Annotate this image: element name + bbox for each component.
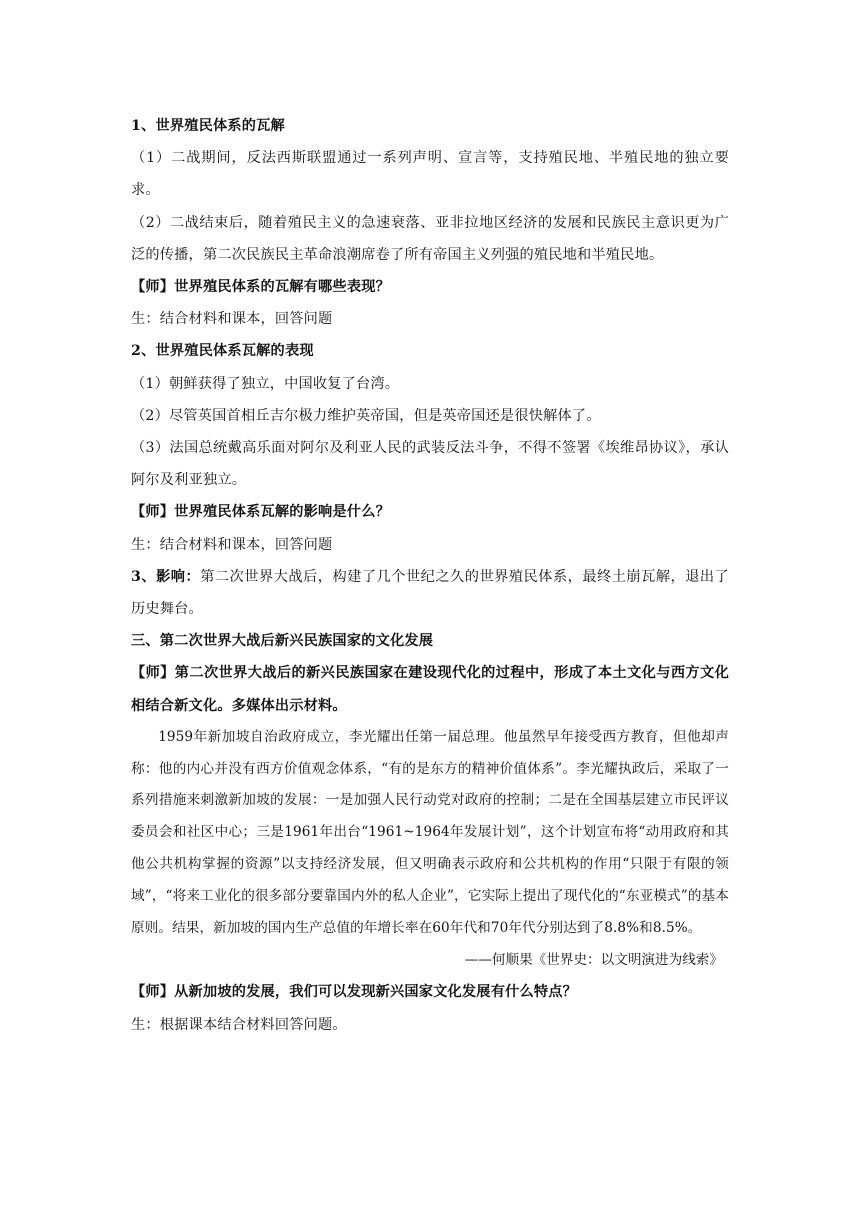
paragraph-algeria: （3）法国总统戴高乐面对阿尔及利亚人民的武装反法斗争，不得不签署《埃维昂协议》，承认阿尔及利亚独立。 [131, 440, 729, 489]
paragraph-korea-taiwan: （1）朝鲜获得了独立，中国收复了台湾。 [131, 375, 400, 392]
teacher-question-2: 【师】世界殖民体系瓦解的影响是什么？ [131, 504, 390, 521]
teacher-question-4: 【师】从新加坡的发展，我们可以发现新兴国家文化发展有什么特点？ [131, 984, 578, 1001]
impact-label: 3、影响： [131, 568, 201, 585]
paragraph-postwar-wave: （2）二战结束后，随着殖民主义的急速衰落、亚非拉地区经济的发展和民族民主意识更为广泛的传播，第二次民族民主革命浪潮席卷了所有帝国主义列强的殖民地和半殖民地。 [131, 214, 729, 263]
teacher-question-1: 【师】世界殖民体系的瓦解有哪些表现？ [131, 279, 390, 296]
impact-text: 第二次世界大战后，构建了几个世纪之久的世界殖民体系，最终土崩瓦解，退出了历史舞台。 [131, 568, 730, 618]
paragraph-wartime-support: （1）二战期间，反法西斯联盟通过一系列声明、宣言等，支持殖民地、半殖民地的独立要求。 [131, 150, 729, 199]
teacher-question-3: 【师】第二次世界大战后的新兴民族国家在建设现代化的过程中，形成了本土文化与西方文化相结合新文化。多媒体出示材料。 [131, 665, 729, 714]
student-response-2: 生：结合材料和课本，回答问题 [131, 536, 333, 553]
section-heading-1: 1、世界殖民体系的瓦解 [131, 118, 285, 134]
section-heading-2: 2、世界殖民体系瓦解的表现 [131, 343, 314, 360]
paragraph-impact [131, 561, 729, 625]
paragraph-british-empire: （2）尽管英国首相丘吉尔极力维护英帝国，但是英帝国还是很快解体了。 [131, 407, 601, 424]
student-response-3: 生：根据课本结合材料回答问题。 [131, 1016, 347, 1033]
quote-source: ——何顺果《世界史：以文明演进为线索》 [464, 952, 723, 969]
quoted-material: 1959年新加坡自治政府成立，李光耀出任第一届总理。他虽然早年接受西方教育，但他却声称：他的内心并没有西方价值观念体系，“有的是东方的精神价值体系”。李光耀执政后，采取了一系列措施来刺激新加坡的发展：一是加强人民行动党对政府的控制；二是在全国基层建立市民评议委员会和社区中心；三是1961年出台“1961~1964年发展计划”，这个计划宣布将“动用政府和其他公共机构掌握的资源”以支持经济发展，但又明确表示政府和公共机构的作用“只限于有限的领域”，“将来工业化的很多部分要靠国内外的私人企业”，它实际上提出了现代化的“东亚模式”的基本原则。结果，新加坡的国内生产总值的年增长率在60年代和70年代分别达到了8.8%和8.5%。 [131, 728, 729, 936]
document-body [131, 110, 729, 1041]
section-heading-3: 三、第二次世界大战后新兴民族国家的文化发展 [131, 633, 434, 650]
student-response-1: 生：结合材料和课本，回答问题 [131, 311, 333, 328]
